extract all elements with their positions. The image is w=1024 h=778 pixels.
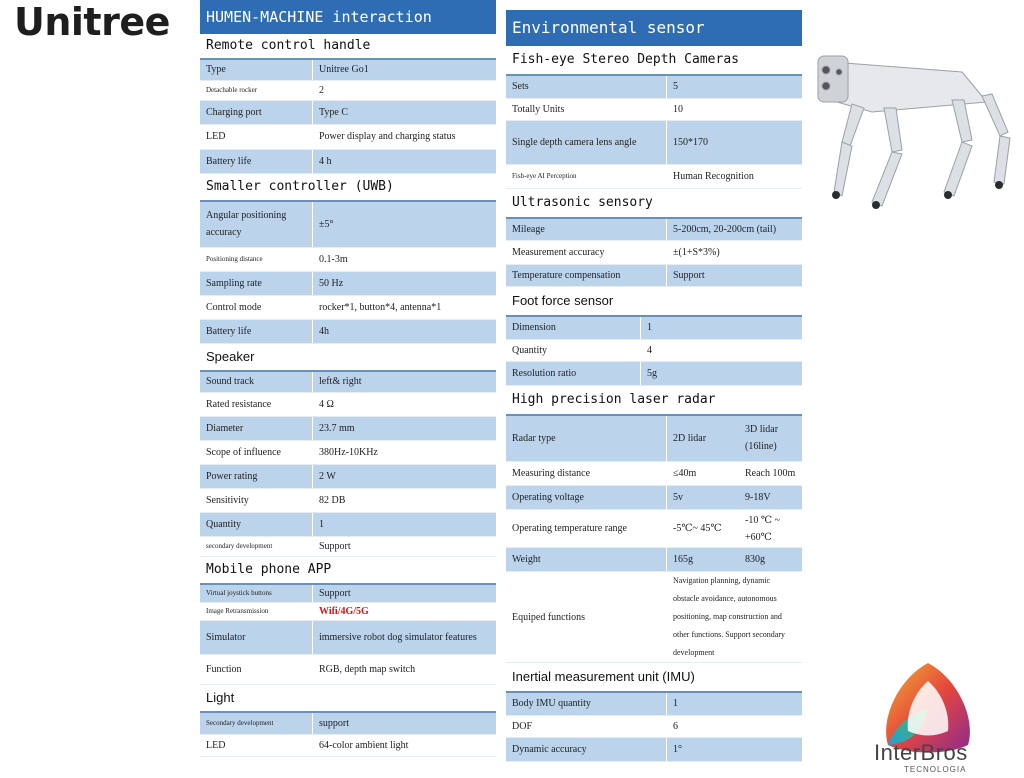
spec-label: Equiped functions xyxy=(506,572,667,663)
human-machine-banner: HUMEN-MACHINE interaction xyxy=(200,0,496,34)
spec-label: Control mode xyxy=(200,296,313,320)
spec-value: 5g xyxy=(641,361,803,385)
table-row xyxy=(506,241,802,265)
table-row xyxy=(506,361,802,385)
spec-label: Totally Units xyxy=(506,98,667,120)
spec-value: immersive robot dog simulator features xyxy=(313,620,497,654)
spec-value: Support xyxy=(313,536,497,556)
spec-value: 1 xyxy=(667,693,803,715)
spec-value: Wifi/4G/5G xyxy=(313,602,497,620)
table-row xyxy=(506,164,802,188)
spec-label: Virtual joystick buttons xyxy=(200,585,313,603)
spec-label: Sensitivity xyxy=(200,488,313,512)
spec-value: 1 xyxy=(313,512,497,536)
spec-value: -5℃~ 45℃ xyxy=(667,510,740,548)
spec-value: 9-18V xyxy=(739,486,802,510)
table-row xyxy=(200,713,496,735)
spec-label: Battery life xyxy=(200,149,313,173)
spec-label: Rated resistance xyxy=(200,392,313,416)
spec-label: Power rating xyxy=(200,464,313,488)
spec-table-mobile-phone-app xyxy=(200,585,496,685)
spec-table-ultrasonic-sensory xyxy=(506,219,802,288)
spec-label: Fish-eye AI Perception xyxy=(506,164,667,188)
table-row xyxy=(200,272,496,296)
unitree-logo: Unitree xyxy=(14,0,170,44)
spec-value: 1 xyxy=(641,317,803,339)
spec-value: 4h xyxy=(313,320,497,344)
table-row xyxy=(506,339,802,361)
table-row xyxy=(506,462,802,486)
spec-value: 165g xyxy=(667,548,740,572)
spec-value: 2D lidar xyxy=(667,416,740,462)
table-row xyxy=(506,317,802,339)
section-title-inertial-measurement-unit-imu: Inertial measurement unit (IMU) xyxy=(512,669,695,684)
table-row xyxy=(200,654,496,684)
environmental-sensor-column xyxy=(506,10,802,762)
spec-label: Dimension xyxy=(506,317,641,339)
spec-label: Radar type xyxy=(506,416,667,462)
table-row xyxy=(506,486,802,510)
table-row xyxy=(200,149,496,173)
spec-label: Positioning distance xyxy=(200,248,313,272)
spec-value: 2 xyxy=(313,80,497,100)
table-row xyxy=(200,585,496,603)
spec-label: Quantity xyxy=(506,339,641,361)
table-row xyxy=(200,416,496,440)
table-row xyxy=(200,248,496,272)
spec-value: support xyxy=(313,713,497,735)
spec-value: Unitree Go1 xyxy=(313,60,497,80)
spec-value: Support xyxy=(313,585,497,603)
table-row xyxy=(506,693,802,715)
spec-value: Human Recognition xyxy=(667,164,803,188)
spec-label: Quantity xyxy=(200,512,313,536)
spec-label: Operating voltage xyxy=(506,486,667,510)
spec-value: 4 Ω xyxy=(313,392,497,416)
table-row xyxy=(200,372,496,392)
table-row xyxy=(506,219,802,241)
robot-dog-image xyxy=(812,42,1022,214)
table-row xyxy=(200,320,496,344)
table-row xyxy=(506,572,802,663)
spec-value: rocker*1, button*4, antenna*1 xyxy=(313,296,497,320)
spec-value: 150*170 xyxy=(667,120,803,164)
spec-value: 2 W xyxy=(313,464,497,488)
spec-value: 830g xyxy=(739,548,802,572)
interbros-name: InterBros xyxy=(874,740,968,765)
spec-label: Resolution ratio xyxy=(506,361,641,385)
spec-label: Scope of influence xyxy=(200,440,313,464)
section-title-ultrasonic-sensory: Ultrasonic sensory xyxy=(512,194,653,210)
spec-label: Simulator xyxy=(200,620,313,654)
table-row xyxy=(200,296,496,320)
table-row xyxy=(506,120,802,164)
section-title-remote-control-handle: Remote control handle xyxy=(206,38,371,53)
spec-label: Angular positioning accuracy xyxy=(200,202,313,248)
section-title-mobile-phone-app: Mobile phone APP xyxy=(206,561,332,577)
spec-value: 10 xyxy=(667,98,803,120)
table-row xyxy=(506,548,802,572)
spec-value: Support xyxy=(667,265,803,287)
spec-value: ≤40m xyxy=(667,462,740,486)
spec-value: -10 ℃ ~ +60℃ xyxy=(739,510,802,548)
spec-value: ±5° xyxy=(313,202,497,248)
spec-label: Function xyxy=(200,654,313,684)
spec-table-remote-control-handle xyxy=(200,60,496,174)
table-row xyxy=(200,536,496,556)
table-row xyxy=(200,100,496,124)
section-title-light: Light xyxy=(206,689,235,705)
spec-label: Single depth camera lens angle xyxy=(506,120,667,164)
human-machine-column xyxy=(200,0,496,757)
spec-label: Body IMU quantity xyxy=(506,693,667,715)
table-row xyxy=(200,202,496,248)
spec-label: LED xyxy=(200,735,313,757)
spec-value: 3D lidar (16line) xyxy=(739,416,802,462)
table-row xyxy=(200,512,496,536)
spec-table-high-precision-laser-radar xyxy=(506,416,802,664)
section-title-high-precision-laser-radar: High precision laser radar xyxy=(512,391,716,407)
spec-label: Detachable rocker xyxy=(200,80,313,100)
spec-label: Operating temperature range xyxy=(506,510,667,548)
spec-label: Mileage xyxy=(506,219,667,241)
spec-value: ±(1+S*3%) xyxy=(667,241,803,265)
section-title-smaller-controller-uwb: Smaller controller (UWB) xyxy=(206,178,394,194)
table-row xyxy=(200,735,496,757)
spec-value: 50 Hz xyxy=(313,272,497,296)
spec-table-light xyxy=(200,713,496,758)
spec-label: Secondary development xyxy=(200,713,313,735)
spec-table-inertial-measurement-unit-imu xyxy=(506,693,802,762)
table-row xyxy=(506,98,802,120)
spec-value: 23.7 mm xyxy=(313,416,497,440)
spec-value: 5-200cm, 20-200cm (tail) xyxy=(667,219,803,241)
table-row xyxy=(200,80,496,100)
spec-value: 0.1-3m xyxy=(313,248,497,272)
spec-label: Sound track xyxy=(200,372,313,392)
spec-label: Charging port xyxy=(200,100,313,124)
spec-value: 4 xyxy=(641,339,803,361)
spec-value: 4 h xyxy=(313,149,497,173)
table-row xyxy=(200,464,496,488)
table-row xyxy=(200,60,496,80)
spec-value: Navigation planning, dynamic obstacle avoidance, autonomous positioning, map construction and other functions. Support secondary development xyxy=(667,572,803,663)
spec-value: 64-color ambient light xyxy=(313,735,497,757)
spec-label: Sampling rate xyxy=(200,272,313,296)
spec-table-speaker xyxy=(200,372,496,557)
spec-table-smaller-controller-uwb xyxy=(200,202,496,345)
spec-value: Type C xyxy=(313,100,497,124)
spec-label: LED xyxy=(200,124,313,149)
spec-value: Reach 100m xyxy=(739,462,802,486)
spec-value: RGB, depth map switch xyxy=(313,654,497,684)
table-row xyxy=(506,715,802,737)
spec-label: Battery life xyxy=(200,320,313,344)
table-row xyxy=(200,488,496,512)
spec-label: Measuring distance xyxy=(506,462,667,486)
spec-value: 1° xyxy=(667,737,803,761)
table-row xyxy=(506,737,802,761)
table-row xyxy=(506,416,802,462)
table-row xyxy=(200,602,496,620)
spec-label: Weight xyxy=(506,548,667,572)
spec-label: Dynamic accuracy xyxy=(506,737,667,761)
section-title-speaker: Speaker xyxy=(206,349,255,364)
spec-value: 5 xyxy=(667,76,803,98)
spec-table-fish-eye-stereo-depth-cameras xyxy=(506,76,802,189)
spec-label: Type xyxy=(200,60,313,80)
spec-value: 380Hz-10KHz xyxy=(313,440,497,464)
spec-label: Image Retransmission xyxy=(200,602,313,620)
spec-label: Measurement accuracy xyxy=(506,241,667,265)
spec-value: left& right xyxy=(313,372,497,392)
table-row xyxy=(200,440,496,464)
spec-value: 82 DB xyxy=(313,488,497,512)
table-row xyxy=(506,265,802,287)
environmental-sensor-banner: Environmental sensor xyxy=(506,10,802,46)
spec-value: 6 xyxy=(667,715,803,737)
table-row xyxy=(506,510,802,548)
table-row xyxy=(200,392,496,416)
spec-table-foot-force-sensor xyxy=(506,317,802,386)
table-row xyxy=(200,124,496,149)
table-row xyxy=(506,76,802,98)
interbros-subtitle: TECNOLOGIA xyxy=(904,765,967,774)
spec-value: Power display and charging status xyxy=(313,124,497,149)
spec-label: DOF xyxy=(506,715,667,737)
spec-label: Diameter xyxy=(200,416,313,440)
spec-value: 5v xyxy=(667,486,740,510)
spec-label: Temperature compensation xyxy=(506,265,667,287)
spec-label: secondary development xyxy=(200,536,313,556)
section-title-fish-eye-stereo-depth-cameras: Fish-eye Stereo Depth Cameras xyxy=(512,52,739,67)
spec-label: Sets xyxy=(506,76,667,98)
section-title-foot-force-sensor: Foot force sensor xyxy=(512,293,614,308)
table-row xyxy=(200,620,496,654)
